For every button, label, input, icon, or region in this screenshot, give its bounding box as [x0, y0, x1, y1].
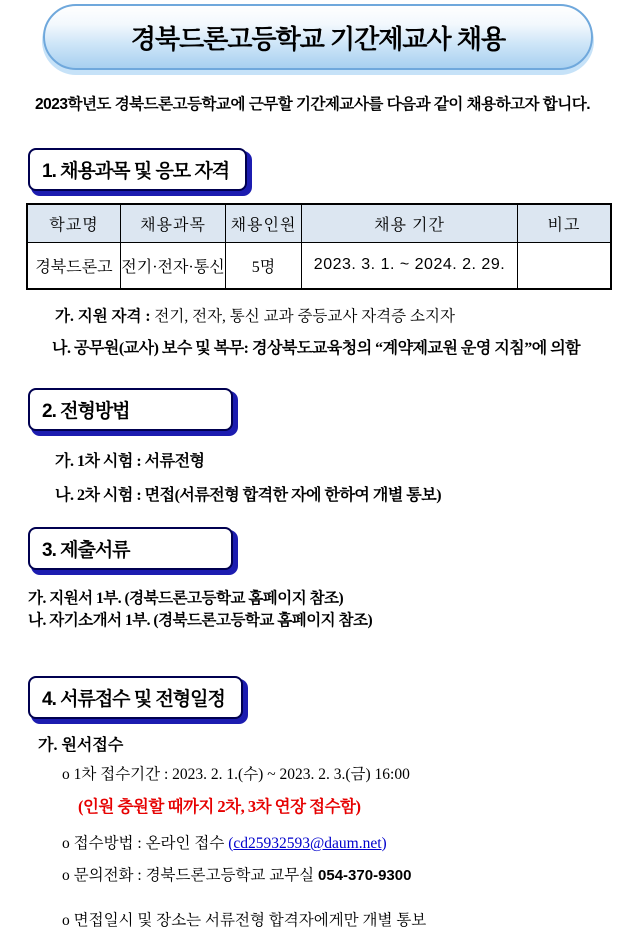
qualification-label: 가. 지원 자격 :	[55, 308, 155, 325]
qualification-text: 전기, 전자, 통신 교과 중등교사 자격증 소지자	[154, 308, 455, 325]
section4-title: 4. 서류접수 및 전형일정	[42, 689, 225, 710]
cell-subject: 전기·전자·통신	[120, 242, 225, 289]
col-header-headcount: 채용인원	[226, 204, 302, 242]
close-paren: )	[381, 835, 387, 852]
open-paren: (	[228, 835, 234, 852]
phone-number: 054-370-9300	[318, 867, 412, 884]
document-item-application: 가. 지원서 1부. (경북드론고등학교 홈페이지 참조)	[28, 590, 344, 607]
table-header-row	[27, 204, 611, 242]
reception-method-text: o 접수방법 : 온라인 접수	[62, 835, 229, 852]
section4-header	[28, 676, 243, 719]
section2-title: 2. 전형방법	[42, 401, 130, 422]
exam-round1-item: 가. 1차 시험 : 서류전형	[55, 453, 205, 470]
pay-and-duty-item: 나. 공무원(교사) 보수 및 복무: 경상북도교육청의 “계약제교원 운영 지침”에 의함	[52, 340, 581, 357]
cell-school: 경북드론고	[27, 242, 120, 289]
cell-headcount: 5명	[226, 242, 302, 289]
document-title: 경북드론고등학교 기간제교사 채용	[130, 23, 506, 54]
section2-header	[28, 388, 233, 431]
intro-paragraph: 2023학년도 경북드론고등학교에 근무할 기간제교사를 다음과 같이 채용하고자 합니다.	[35, 96, 591, 113]
exam-round2-item: 나. 2차 시험 : 면접(서류전형 합격한 자에 한하여 개별 통보)	[55, 487, 442, 504]
col-header-period: 채용 기간	[301, 204, 517, 242]
reception-method-item	[62, 831, 636, 853]
col-header-note: 비고	[518, 204, 611, 242]
section1-header	[28, 148, 247, 191]
reception-period-item: o 1차 접수기간 : 2023. 2. 1.(수) ~ 2023. 2. 3.(금) 16:00	[62, 766, 410, 783]
email-link[interactable]: cd25932593@daum.net	[233, 835, 382, 852]
cell-note	[518, 242, 611, 289]
document-item-self-intro: 나. 자기소개서 1부. (경북드론고등학교 홈페이지 참조)	[28, 612, 373, 629]
col-header-school: 학교명	[27, 204, 120, 242]
application-subsection-title: 가. 원서접수	[38, 737, 124, 754]
extension-notice: (인원 충원할 때까지 2차, 3차 연장 접수함)	[78, 797, 361, 816]
contact-text: o 문의전화 : 경북드론고등학교 교무실	[62, 867, 319, 884]
contact-item	[62, 863, 636, 885]
cell-period: 2023. 3. 1. ~ 2024. 2. 29.	[301, 242, 517, 289]
top-margin	[0, 0, 636, 3]
title-banner	[43, 4, 593, 70]
section3-header	[28, 527, 233, 570]
interview-notice-item: o 면접일시 및 장소는 서류전형 합격자에게만 개별 통보	[62, 912, 427, 929]
table-row	[27, 242, 611, 289]
col-header-subject: 채용과목	[120, 204, 225, 242]
section3-title: 3. 제출서류	[42, 540, 130, 561]
section1-title: 1. 채용과목 및 응모 자격	[42, 161, 230, 182]
submission-documents-block	[28, 588, 636, 632]
recruitment-table	[26, 203, 612, 290]
qualification-item	[55, 304, 636, 326]
